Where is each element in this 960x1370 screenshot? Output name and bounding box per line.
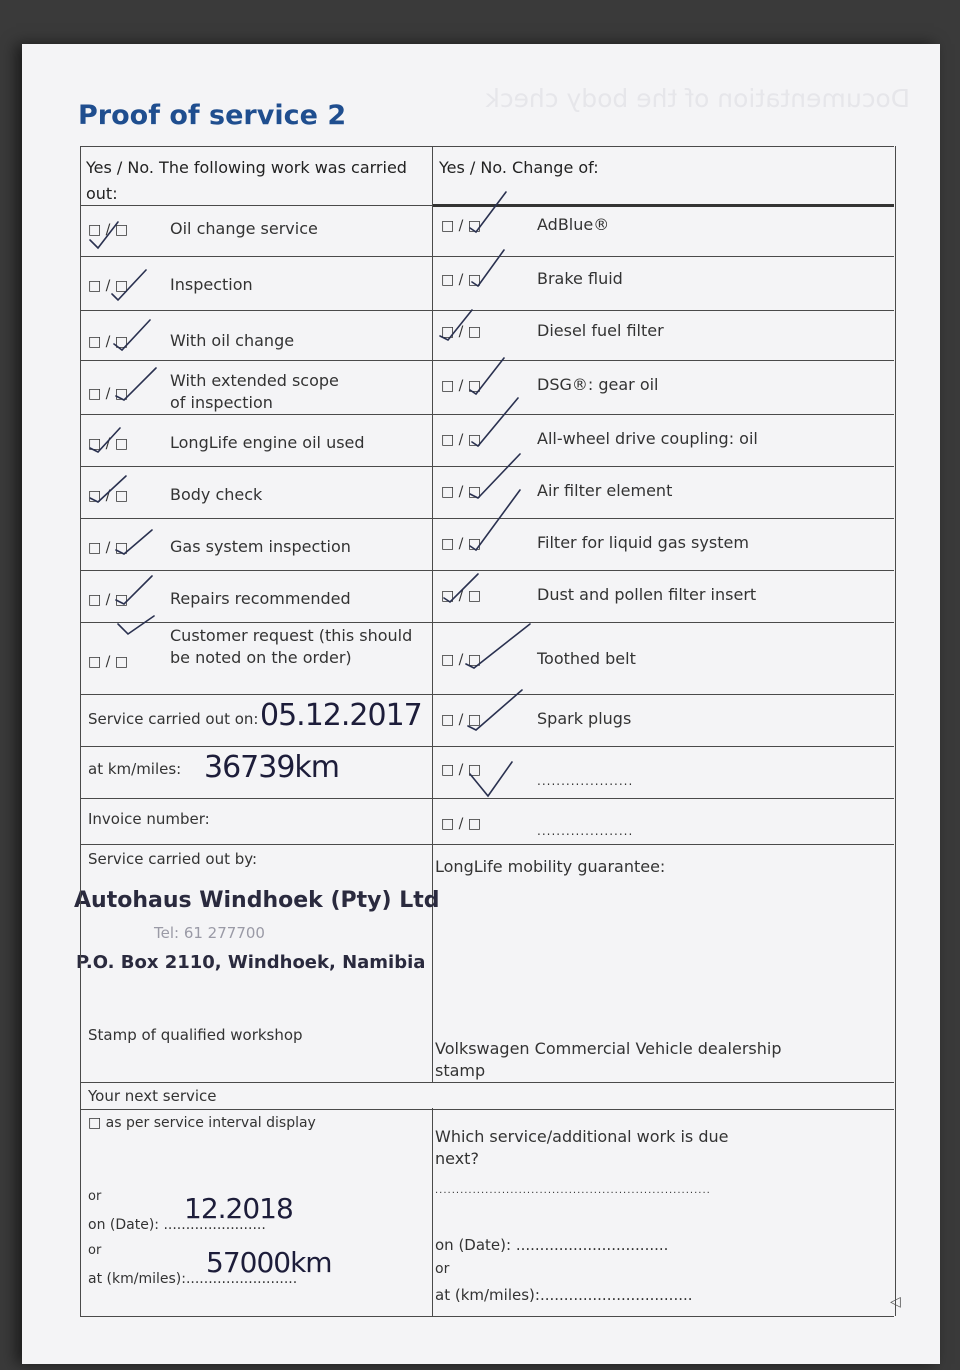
yes-no-checkbox[interactable]: □ / □ [441,218,482,234]
km-value[interactable]: 36739km [204,750,340,785]
service-date-label: Service carried out on: [88,710,259,728]
yes-no-checkbox[interactable]: □ / □ [441,378,482,394]
yes-no-checkbox[interactable]: □ / □ [441,712,482,728]
yes-no-checkbox[interactable]: □ / □ [88,488,129,504]
change-item-label: DSG®: gear oil [537,375,659,394]
or-label: or [88,1189,102,1204]
next-service-section [80,1108,894,1317]
yes-no-checkbox[interactable]: □ / □ [88,386,129,402]
change-item-label: Air filter element [537,481,673,500]
change-item-label: All-wheel drive coupling: oil [537,429,758,448]
table-row [80,798,894,845]
table-row [80,310,894,361]
left-column-header: Yes / No. The following work was carried out: [86,158,407,203]
yes-no-checkbox[interactable]: □ / □ [88,278,129,294]
invoice-number-label: Invoice number: [88,810,210,828]
table-row [80,204,894,257]
change-item-label: Brake fluid [537,269,623,288]
custom-item-field[interactable]: .................... [537,774,634,788]
due-work-question: Which service/additional work is due next? [435,1127,729,1168]
next-service-header [80,1082,894,1110]
yes-no-checkbox[interactable]: □ / □ [441,272,482,288]
table-row [80,466,894,519]
next-date-label: on (Date): ....................... [88,1217,266,1233]
right-next-km-label[interactable]: at (km/miles):................................ [435,1286,693,1304]
dealer-stamp-label: Volkswagen Commercial Vehicle dealership stamp [435,1039,782,1080]
workshop-stamp-phone: Tel: 61 277700 [154,924,265,942]
yes-no-checkbox[interactable]: □ / □ [88,436,129,452]
next-km-label: at (km/miles):......................... [88,1271,298,1287]
change-item-label: Dust and pollen filter insert [537,585,757,604]
work-item-label: Oil change service [170,219,318,238]
yes-no-checkbox[interactable]: □ / □ [88,334,129,350]
page-title: Proof of service 2 [78,100,347,131]
or-label: or [88,1243,102,1258]
table-row [80,414,894,467]
next-km-value[interactable]: 57000km [206,1246,332,1279]
guarantee-label: LongLife mobility guarantee: [435,857,666,876]
workshop-stamp-address: P.O. Box 2110, Windhoek, Namibia [76,952,426,973]
change-item-label: Filter for liquid gas system [537,533,749,552]
table-row [80,746,894,799]
table-row [80,518,894,571]
show-through-text: Documentation of the body check [485,84,910,113]
work-item-label: With oil change [170,331,295,350]
yes-no-checkbox[interactable]: □ / □ [441,536,482,552]
change-item-label: AdBlue® [537,215,610,234]
next-service-label: Your next service [88,1087,217,1105]
carried-out-by-label: Service carried out by: [88,850,258,868]
yes-no-checkbox[interactable]: □ / □ [88,540,129,556]
due-work-field[interactable]: .................................................................. [435,1185,711,1196]
yes-no-checkbox[interactable]: □ / □ [88,654,129,670]
yes-no-checkbox[interactable]: □ / □ [441,652,482,668]
stamp-label: Stamp of qualified workshop [88,1026,303,1044]
stamp-section [74,844,894,1083]
workshop-stamp-name: Autohaus Windhoek (Pty) Ltd [74,888,440,913]
yes-no-checkbox[interactable]: □ / □ [441,588,482,604]
right-column-header: Yes / No. Change of: [439,158,599,177]
table-row [80,256,894,311]
work-item-label: Body check [170,485,263,504]
page-turn-icon[interactable]: ◁ [890,1294,901,1310]
next-date-value[interactable]: 12.2018 [184,1192,293,1225]
work-item-label: Gas system inspection [170,537,351,556]
table-row [80,360,894,415]
work-item-label: LongLife engine oil used [170,433,365,452]
km-label: at km/miles: [88,760,182,778]
yes-no-checkbox[interactable]: □ / □ [441,432,482,448]
yes-no-checkbox[interactable]: □ / □ [441,762,482,778]
yes-no-checkbox[interactable]: □ / □ [441,484,482,500]
service-date-value[interactable]: 05.12.2017 [260,698,422,733]
table-row [80,570,894,623]
yes-no-checkbox[interactable]: □ / □ [88,222,129,238]
change-item-label: Diesel fuel filter [537,321,664,340]
work-item-label: Repairs recommended [170,589,351,608]
right-next-date-label[interactable]: on (Date): ................................ [435,1236,669,1254]
yes-no-checkbox[interactable]: □ / □ [441,324,482,340]
work-item-label: Customer request (this should be noted on the order) [170,626,413,667]
custom-item-field[interactable]: .................... [537,824,634,838]
change-item-label: Toothed belt [537,649,636,668]
yes-no-checkbox[interactable]: □ / □ [88,592,129,608]
work-item-label: Inspection [170,275,253,294]
yes-no-checkbox[interactable]: □ / □ [441,816,482,832]
header-row [80,146,894,206]
change-item-label: Spark plugs [537,709,632,728]
table-row [80,694,894,747]
right-or-label: or [435,1261,450,1277]
work-item-label: With extended scope of inspection [170,371,339,412]
interval-display-option[interactable]: □ as per service interval display [88,1115,316,1131]
table-row [80,622,894,695]
